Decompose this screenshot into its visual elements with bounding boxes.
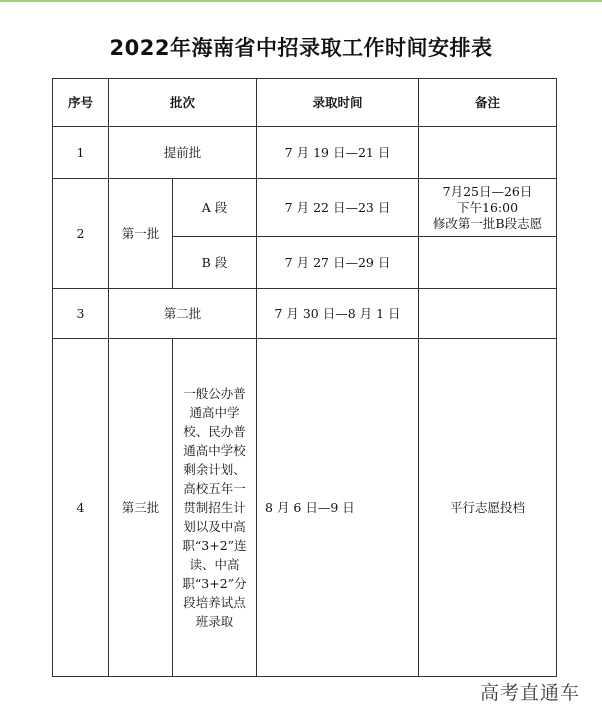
schedule-table: [52, 78, 557, 677]
row1-time: 7 月 19 日—21 日: [257, 127, 419, 179]
row4-detail-cell: [173, 339, 257, 677]
row1-batch: 提前批: [109, 127, 257, 179]
table-row: [53, 127, 557, 179]
header-time: 录取时间: [257, 79, 419, 127]
row2-b-time: 7 月 27 日—29 日: [257, 237, 419, 289]
row3-batch: 第二批: [109, 289, 257, 339]
row4-batch: 第三批: [109, 339, 173, 677]
row2-batch: 第一批: [109, 179, 173, 289]
top-accent-line: [0, 0, 602, 2]
row1-note: [419, 127, 557, 179]
page-title: 2022年海南省中招录取工作时间安排表: [109, 36, 493, 60]
table-row: [53, 289, 557, 339]
row2-b-note: [419, 237, 557, 289]
row2-a-note-line1: 7月25日—26日: [442, 183, 533, 199]
row2-a-note-line2: 下午16:00: [457, 199, 519, 215]
row1-seq: 1: [53, 127, 109, 179]
header-seq: 序号: [53, 79, 109, 127]
row2-b-label: B 段: [173, 237, 257, 289]
row2-seq: 2: [53, 179, 109, 289]
row4-seq: 4: [53, 339, 109, 677]
row4-time: 8 月 6 日—9 日: [257, 339, 419, 677]
row3-note: [419, 289, 557, 339]
row2-a-label: A 段: [173, 179, 257, 237]
table-row: [53, 179, 557, 237]
table-row: [53, 339, 557, 677]
row3-time: 7 月 30 日—8 月 1 日: [257, 289, 419, 339]
table-header-row: [53, 79, 557, 127]
row2-a-time: 7 月 22 日—23 日: [257, 179, 419, 237]
watermark-text: 高考直通车: [479, 682, 580, 704]
row4-detail: 一般公办普通高中学校、民办普通高中学校剩余计划、高校五年一贯制招生计划以及中高职“3+2”连读、中高职“3+2”分段培养试点班录取: [182, 386, 247, 629]
row2-a-note: [419, 179, 557, 237]
header-note: 备注: [419, 79, 557, 127]
row3-seq: 3: [53, 289, 109, 339]
row4-note: 平行志愿投档: [419, 339, 557, 677]
row2-a-note-line3: 修改第一批B段志愿: [432, 215, 543, 231]
header-batch: 批次: [109, 79, 257, 127]
